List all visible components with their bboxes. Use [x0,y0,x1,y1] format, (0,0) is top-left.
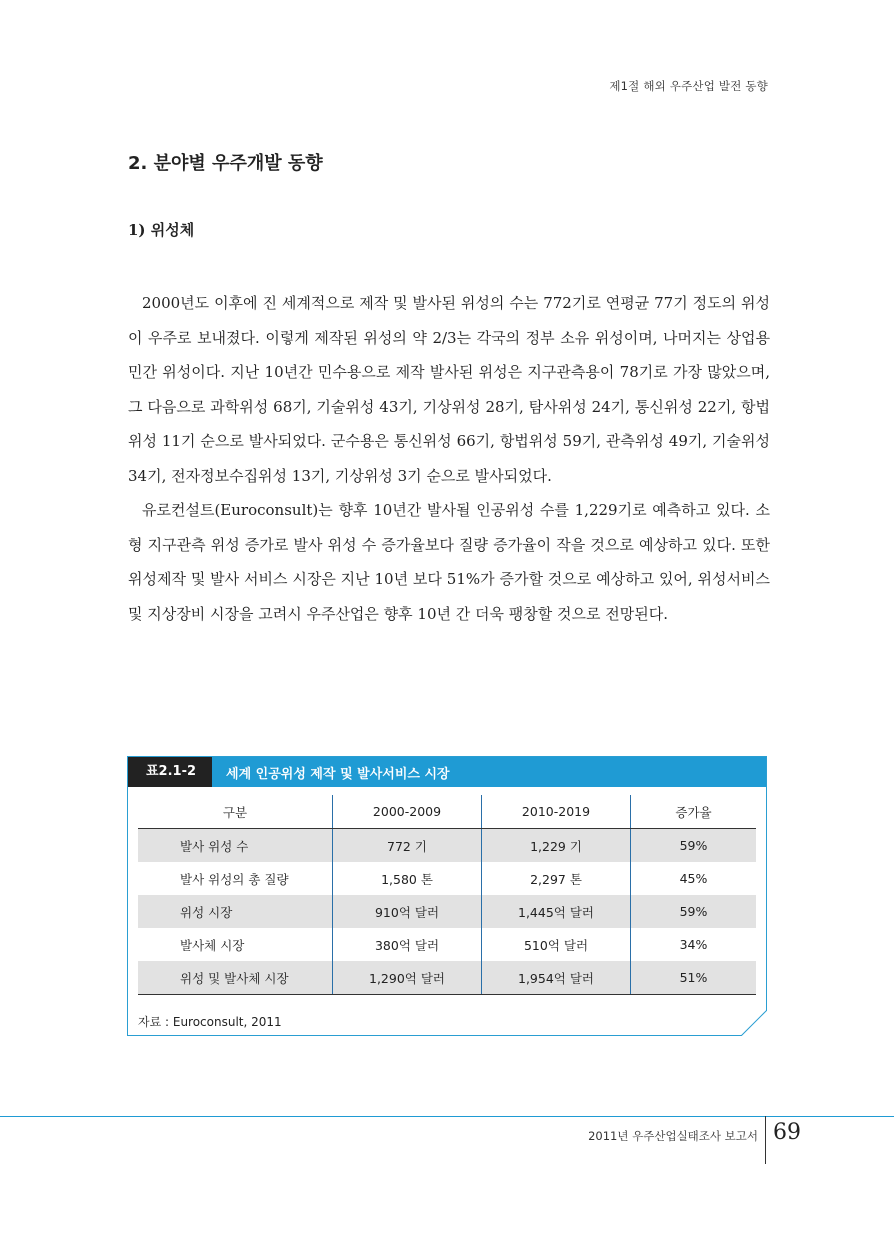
cell: 1,445억 달러 [482,895,631,928]
column-header: 2010-2019 [482,795,631,829]
table-row [138,862,756,895]
header-row [138,795,756,829]
cell: 772 기 [333,829,482,863]
table-row [138,829,756,863]
table-row [138,928,756,961]
row-label: 발사 위성 수 [138,829,333,863]
table-source: 자료 : Euroconsult, 2011 [138,1015,282,1029]
paragraph: 유로컨설트(Euroconsult)는 향후 10년간 발사될 인공위성 수를 1,229기로 예측하고 있다. 소형 지구관측 위성 증가로 발사 위성 수 증가율보다 질량 증가율이 작을 것으로 예상하고 있다. 또한 위성제작 및 발사 서비스 시장은 지난 10년 보다 51%가 증가할 것으로 예상하고 있어, 위성서비스 및 지상장비 시장을 고려시 우주산업은 향후 10년 간 더욱 팽창할 것으로 전망된다. [128,501,770,623]
page-number: 69 [773,1120,801,1145]
table-header-bar [128,757,766,787]
cell: 45% [631,862,757,895]
section-title: 2. 분야별 우주개발 동향 [128,153,323,174]
row-label: 발사체 시장 [180,937,245,953]
row-label: 위성 및 발사체 시장 [138,961,333,995]
cell: 1,290억 달러 [333,961,482,995]
cell: 51% [631,961,757,995]
row-label: 위성 시장 [138,895,333,928]
cell: 510억 달러 [482,928,631,961]
data-grid [138,795,756,995]
table-row [138,961,756,995]
running-header: 제1절 해외 우주산업 발전 동향 [609,79,768,93]
table-number: 표2.1-2 [128,757,212,787]
column-header: 구분 [138,795,333,829]
cell: 380억 달러 [333,928,482,961]
paragraph: 2000년도 이후에 진 세계적으로 제작 및 발사된 위성의 수는 772기로 연평균 77기 정도의 위성이 우주로 보내졌다. 이렇게 제작된 위성의 약 2/3는 각국의 정부 소유 위성이며, 나머지는 상업용 민간 위성이다. 지난 10년간 민수용으로 제작 발사된 위성은 지구관측용이 78기로 가장 많았으며, 그 다음으로 과학위성 68기, 기술위성 43기, 기상위성 28기, 탐사위성 24기, 통신위성 22기, 항법위성 11기 순으로 발사되었다. 군수용은 통신위성 66기, 항법위성 59기, 관측위성 49기, 기술위성 34기, 전자정보수집위성 13기, 기상위성 3기 순으로 발사되었다. [128,294,770,485]
cell: 910억 달러 [333,895,482,928]
subsection-title: 1) 위성체 [128,221,195,239]
table-caption: 세계 인공위성 제작 및 발사서비스 시장 [226,766,450,782]
footer-rule [0,1116,894,1117]
cell: 34% [631,928,757,961]
column-header: 증가율 [631,795,757,829]
cell: 1,229 기 [482,829,631,863]
market-table [127,756,767,1036]
cell: 59% [631,895,757,928]
corner-fold-icon [741,1010,767,1036]
cell: 2,297 톤 [482,862,631,895]
footer-divider [765,1116,766,1164]
row-label: 발사 위성의 총 질량 [180,871,289,887]
cell: 59% [631,829,757,863]
footer-report-title: 2011년 우주산업실태조사 보고서 [588,1129,758,1143]
column-header: 2000-2009 [333,795,482,829]
cell: 1,954억 달러 [482,961,631,995]
body-text [128,286,770,631]
cell: 1,580 톤 [333,862,482,895]
table-row [138,895,756,928]
